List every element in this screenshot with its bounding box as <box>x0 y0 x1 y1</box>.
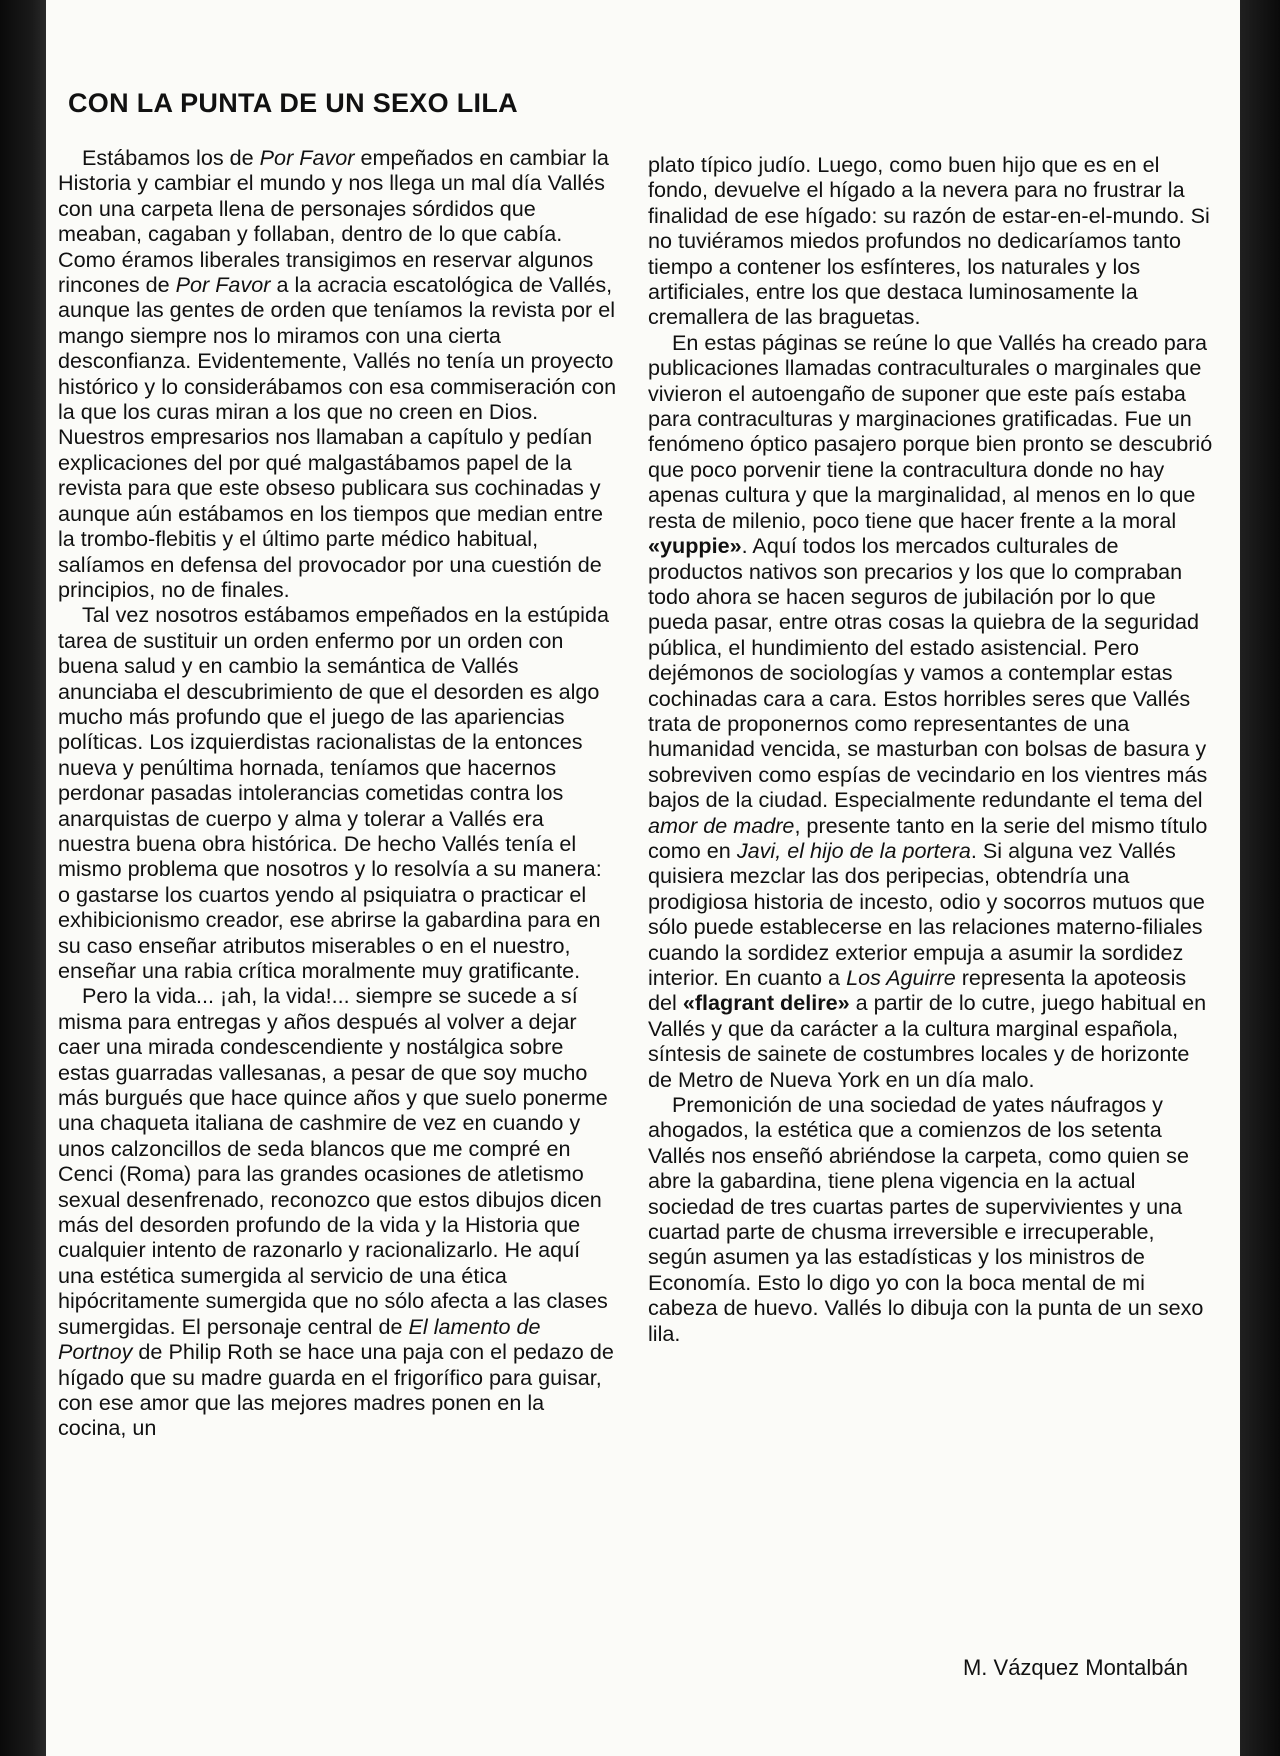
paragraph: Premonición de una sociedad de yates náufragos y ahogados, la estética que a comienzos de los setenta Vallés nos enseñó abriéndose la carpeta, como quien se abre la gabardina, tiene plena vigencia en la actual sociedad de tres cuartas partes de supervivientes y una cuartad parte de chusma irreversible e irrecuperable, según asumen ya las estadísticas y los ministros de Economía. Esto lo digo yo con la boca mental de mi cabeza de huevo. Vallés lo dibuja con la punta de un sexo lila. <box>648 1092 1204 1346</box>
paragraph-continued: plato típico judío. Luego, como buen hijo que es en el fondo, devuelve el hígado a la nevera para no frustrar la finalidad de ese hígado: su razón de estar-en-el-mundo. Si no tuviéramos miedos profundos no dedicaríamos tanto tiempo a contener los esfínteres, los naturales y los artificiales, entre los que destaca luminosamente la cremallera de las braguetas. <box>648 152 1210 330</box>
paragraph: En estas páginas se reúne lo que Vallés ha creado para publicaciones llamadas contraculturales o marginales que vivieron el autoengaño de suponer que este país estaba para contraculturas y marginaciones gratificadas. Fue un fenómeno óptico pasajero porque bien pronto se descubrió que poco porvenir tiene la contracultura donde no hay apenas cultura y que la marginalidad, al menos en lo que resta de milenio, poco tiene que hacer frente a la moral «yuppie». Aquí todos los mercados culturales de productos nativos son precarios y los que lo compraban todo ahora se hacen seguros de jubilación por lo que pueda pasar, entre otras cosas la quiebra de la seguridad pública, el hundimiento del estado asistencial. Pero dejémonos de sociologías y vamos a contemplar estas cochinadas cara a cara. Estos horribles seres que Vallés trata de proponernos como representantes de una humanidad vencida, se masturban con bolsas de basura y sobreviven como espías de vecindario en los vientres más bajos de la ciudad. Especialmente redundante el tema del amor de madre, presente tanto en la serie del mismo título como en Javi, el hijo de la portera. Si alguna vez Vallés quisiera mezclar las dos peripecias, obtendría una prodigiosa historia de incesto, odio y socorros mutuos que sólo puede establecerse en las relaciones materno-filiales cuando la sordidez exterior empuja a asumir la sordidez interior. En cuanto a Los Aguirre representa la apoteosis del «flagrant delire» a partir de lo cutre, juego habitual en Vallés y que da carácter a la cultura marginal española, síntesis de sainete de costumbres locales y de horizonte de Metro de Nueva York en un día malo. <box>648 329 1213 1092</box>
scan-edge-left <box>0 0 46 1756</box>
article-title: CON LA PUNTA DE UN SEXO LILA <box>68 88 518 118</box>
paragraph: Tal vez nosotros estábamos empeñados en la estúpida tarea de sustituir un orden enfermo por un orden con buena salud y en cambio la semántica de Vallés anunciaba el descubrimiento de que el desorden es algo mucho más profundo que el juego de las apariencias políticas. Los izquierdistas racionalistas de la entonces nueva y penúltima hornada, teníamos que hacernos perdonar pasadas intolerancias cometidas contra los anarquistas de cuerpo y alma y tolerar a Vallés era nuestra buena obra histórica. De hecho Vallés tenía el mismo problema que nosotros y lo resolvía a su manera: o gastarse los cuartos yendo al psiquiatra o practicar el exhibicionismo creador, ese abrirse la gabardina para en su caso enseñar atributos miserables o en el nuestro, enseñar una rabia crítica moralmente muy gratificante. <box>58 602 609 983</box>
magazine-page <box>46 0 1240 1756</box>
paragraph: Estábamos los de Por Favor empeñados en cambiar la Historia y cambiar el mundo y nos llega un mal día Vallés con una carpeta llena de personajes sórdidos que meaban, cagaban y follaban, dentro de lo que cabía. Como éramos liberales transigimos en reservar algunos rincones de Por Favor a la acracia escatológica de Vallés, aunque las gentes de orden que teníamos la revista por el mango siempre nos lo miramos con una cierta desconfianza. Evidentemente, Vallés no tenía un proyecto histórico y lo considerábamos con esa commiseración con la que los curas miran a los que no creen en Dios. Nuestros empresarios nos llamaban a capítulo y pedían explicaciones del por qué malgastábamos papel de la revista para que este obseso publicara sus cochinadas y aunque aún estábamos en los tiempos que median entre la trombo-flebitis y el último parte médico habitual, salíamos en defensa del provocador por una cuestión de principios, no de finales. <box>58 145 617 602</box>
article-column-right <box>648 152 1218 1346</box>
author-signature: M. Vázquez Montalbán <box>962 1655 1188 1680</box>
paragraph: Pero la vida... ¡ah, la vida!... siempre se sucede a sí misma para entregas y años después al volver a dejar caer una mirada condescendiente y nostálgica sobre estas guarradas vallesanas, a pesar de que soy mucho más burgués que hace quince años y que suelo ponerme una chaqueta italiana de cashmire de vez en cuando y unos calzoncillos de seda blancos que me compré en Cenci (Roma) para las grandes ocasiones de atletismo sexual desenfrenado, reconozco que estos dibujos dicen más del desorden profundo de la vida y la Historia que cualquier intento de razonarlo y racionalizarlo. He aquí una estética sumergida al servicio de una ética hipócritamente sumergida que no sólo afecta a las clases sumergidas. El personaje central de El lamento de Portnoy de Philip Roth se hace una paja con el pedazo de hígado que su madre guarda en el frigorífico para guisar, con ese amor que las mejores madres ponen en la cocina, un <box>58 983 614 1441</box>
scan-edge-right <box>1240 0 1280 1756</box>
article-column-left <box>58 145 618 1441</box>
